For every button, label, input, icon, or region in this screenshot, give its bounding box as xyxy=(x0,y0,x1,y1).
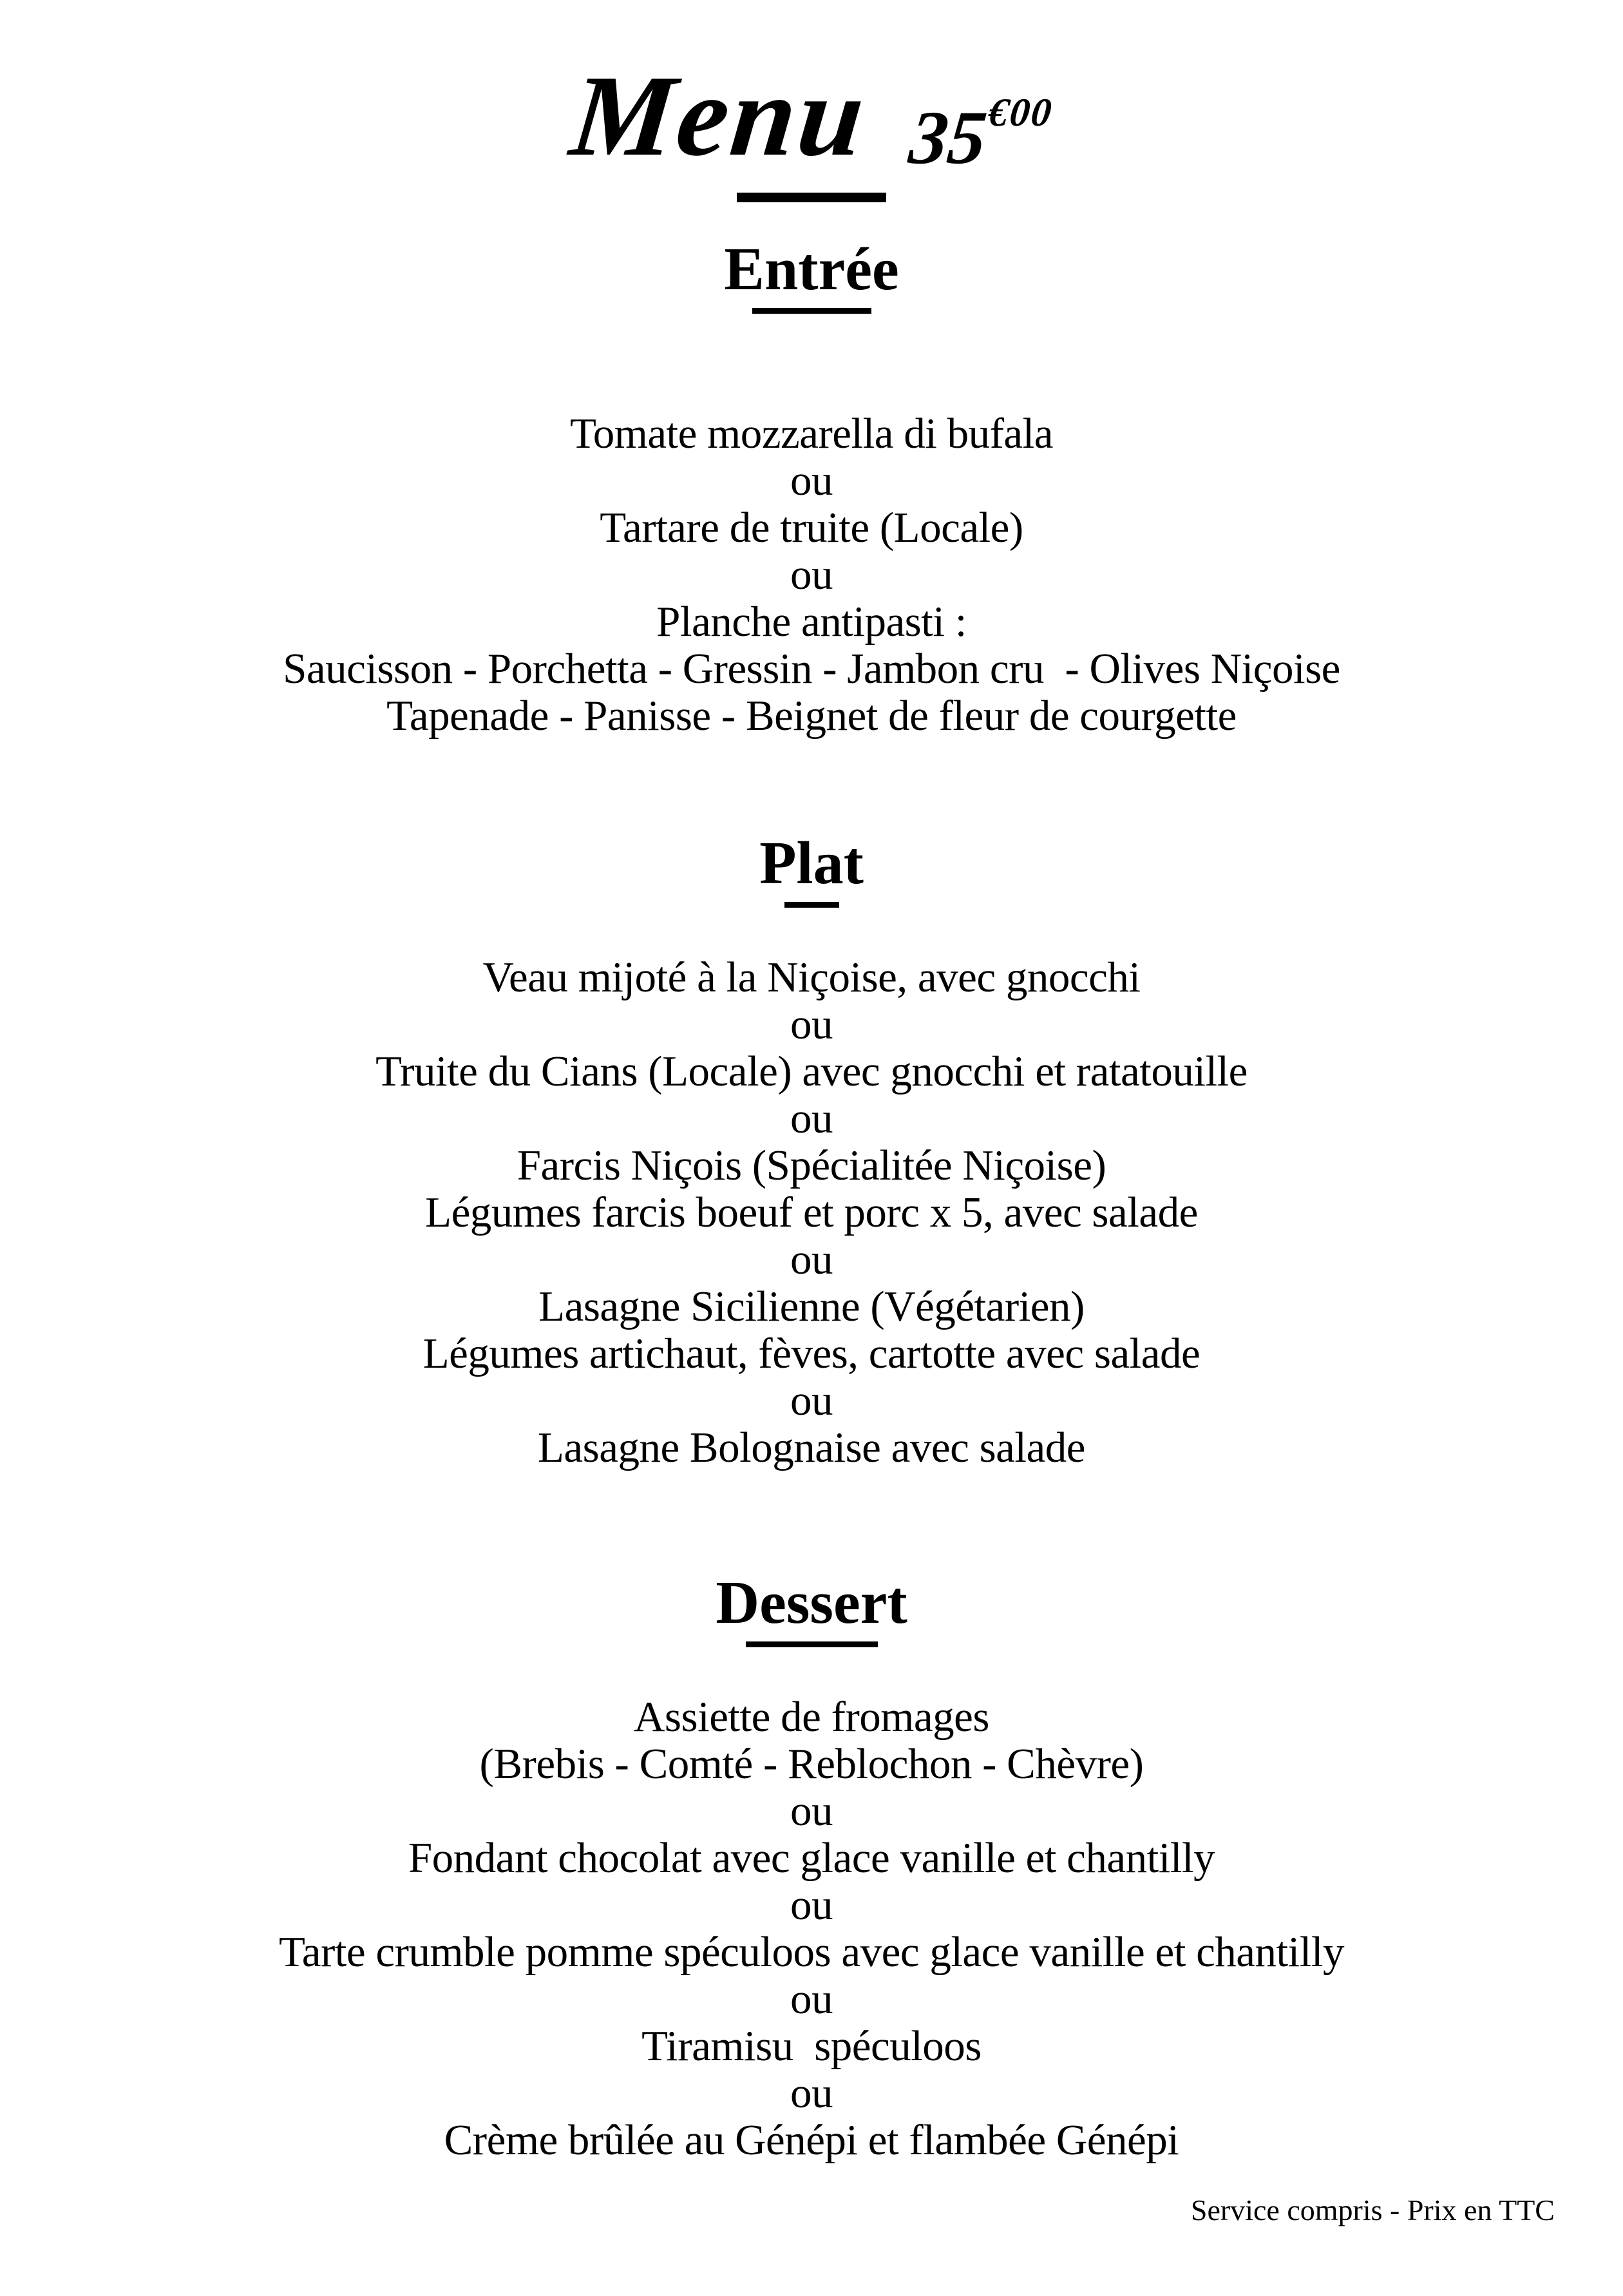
menu-item: Lasagne Sicilienne (Végétarien) xyxy=(538,1283,1085,1330)
menu-item: Tomate mozzarella di bufala xyxy=(569,410,1054,457)
section-underline xyxy=(746,1641,878,1647)
menu-item: Crème brûlée au Génépi et flambée Génépi xyxy=(444,2116,1179,2164)
menu-item: Lasagne Bolognaise avec salade xyxy=(537,1424,1086,1471)
menu-item: Truite du Cians (Locale) avec gnocchi et ratatouille xyxy=(375,1048,1248,1095)
section-lines xyxy=(0,410,1623,740)
section-plat xyxy=(0,830,1623,1471)
section-heading-entree: Entrée xyxy=(724,236,899,303)
menu-item: Tapenade - Panisse - Beignet de fleur de courgette xyxy=(386,692,1237,740)
menu-item: Tiramisu spéculoos xyxy=(641,2022,982,2070)
title-divider xyxy=(737,193,886,202)
menu-item: Légumes farcis boeuf et porc x 5, avec salade xyxy=(425,1189,1198,1236)
menu-item: Veau mijoté à la Niçoise, avec gnocchi xyxy=(482,953,1141,1001)
menu-item: Fondant chocolat avec glace vanille et chantilly xyxy=(408,1834,1215,1882)
section-dessert xyxy=(0,1569,1623,2164)
menu-item: Légumes artichaut, fèves, cartotte avec salade xyxy=(422,1330,1201,1377)
or-separator: ou xyxy=(790,1881,833,1929)
menu-sections xyxy=(0,236,1623,2164)
menu-item: Tartare de truite (Locale) xyxy=(600,504,1023,551)
section-entree xyxy=(0,236,1623,740)
or-separator: ou xyxy=(790,1377,833,1424)
or-separator: ou xyxy=(790,1000,833,1048)
menu-header xyxy=(0,0,1623,185)
menu-item: Tarte crumble pomme spéculoos avec glace vanille et chantilly xyxy=(278,1928,1345,1976)
menu-title: Menu xyxy=(565,51,873,180)
or-separator: ou xyxy=(790,1975,833,2023)
menu-item: Farcis Niçois (Spécialitée Niçoise) xyxy=(517,1142,1106,1189)
section-underline xyxy=(784,902,839,908)
price-cents: €00 xyxy=(986,91,1055,135)
or-separator: ou xyxy=(790,1236,833,1283)
section-lines xyxy=(0,954,1623,1471)
section-heading-plat: Plat xyxy=(759,830,864,897)
section-heading-dessert: Dessert xyxy=(716,1569,907,1636)
menu-item: (Brebis - Comté - Reblochon - Chèvre) xyxy=(479,1740,1144,1788)
or-separator: ou xyxy=(790,1787,833,1835)
menu-footer: Service compris - Prix en TTC xyxy=(1190,2194,1555,2226)
section-underline xyxy=(752,308,871,314)
section-lines xyxy=(0,1694,1623,2164)
or-separator: ou xyxy=(790,457,833,504)
menu-item: Planche antipasti : xyxy=(656,598,967,646)
or-separator: ou xyxy=(790,1095,833,1142)
menu-item: Saucisson - Porchetta - Gressin - Jambon cru - Olives Niçoise xyxy=(283,645,1340,693)
menu-item: Assiette de fromages xyxy=(634,1693,989,1741)
menu-price xyxy=(905,75,1056,180)
price-amount: 35 xyxy=(905,95,991,180)
or-separator: ou xyxy=(790,551,833,598)
or-separator: ou xyxy=(790,2069,833,2117)
